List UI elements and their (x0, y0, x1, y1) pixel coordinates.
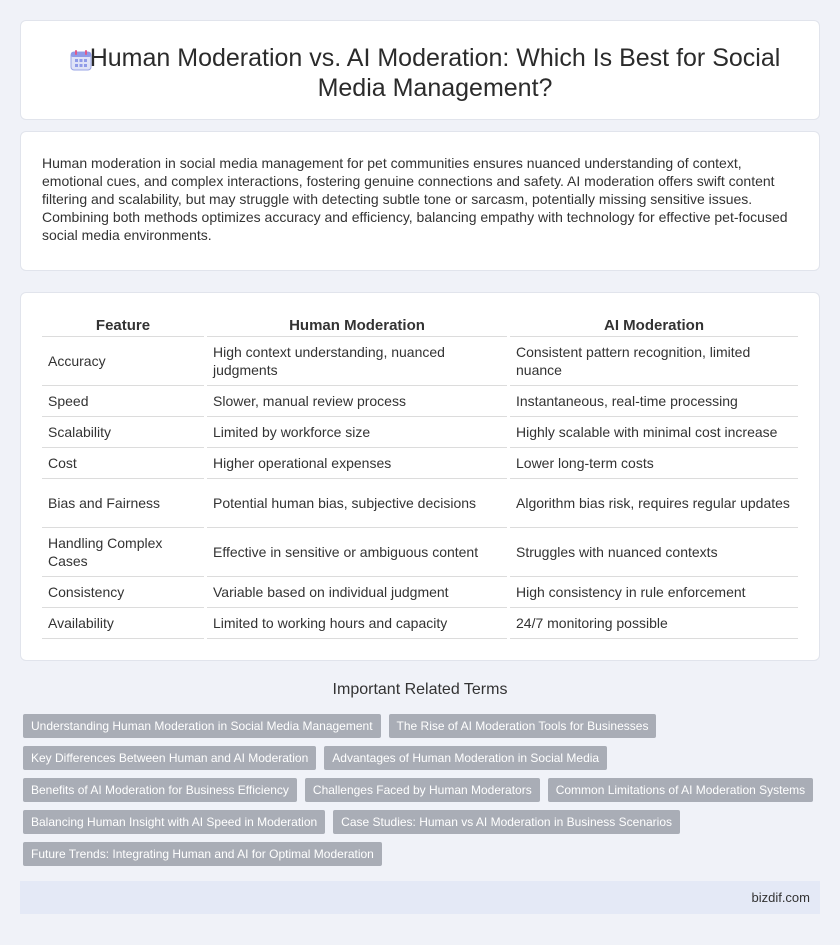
page-title: Human Moderation vs. AI Moderation: Which Is Best for Social Media Management? (89, 44, 781, 102)
feature-cell: Speed (42, 386, 204, 417)
ai-cell: Lower long-term costs (510, 448, 798, 479)
related-term-link[interactable]: Future Trends: Integrating Human and AI for Optimal Moderation (23, 842, 382, 866)
comparison-card (20, 292, 820, 661)
human-cell: Variable based on individual judgment (207, 577, 507, 608)
related-term-link[interactable]: Balancing Human Insight with AI Speed in Moderation (23, 810, 325, 834)
ai-cell: 24/7 monitoring possible (510, 608, 798, 639)
summary-text: Human moderation in social media management for pet communities ensures nuanced understanding of context, emotional cues, and complex interactions, fostering genuine connections and safety. AI moderation offers swift content filtering and scalability, but may struggle with detecting subtle tone or sarcasm, potentially missing sensitive issues. Combining both methods optimizes accuracy and efficiency, balancing empathy with technology for effective pet-focused social media environments. (42, 155, 788, 243)
table-row (42, 479, 798, 528)
ai-cell: Highly scalable with minimal cost increase (510, 417, 798, 448)
footer-site-link[interactable]: bizdif.com (751, 890, 810, 905)
related-term-link[interactable]: Key Differences Between Human and AI Moderation (23, 746, 316, 770)
related-term-link[interactable]: The Rise of AI Moderation Tools for Businesses (389, 714, 657, 738)
header-feature: Feature (42, 315, 204, 337)
ai-cell: Instantaneous, real-time processing (510, 386, 798, 417)
feature-cell: Cost (42, 448, 204, 479)
feature-cell: Scalability (42, 417, 204, 448)
related-terms-list (23, 714, 823, 874)
ai-cell: Consistent pattern recognition, limited nuance (510, 337, 798, 386)
related-term-link[interactable]: Challenges Faced by Human Moderators (305, 778, 540, 802)
human-cell: Potential human bias, subjective decisions (207, 479, 507, 528)
footer (20, 881, 820, 914)
human-cell: Effective in sensitive or ambiguous content (207, 528, 507, 577)
related-term-link[interactable]: Understanding Human Moderation in Social Media Management (23, 714, 381, 738)
ai-cell: High consistency in rule enforcement (510, 577, 798, 608)
feature-cell: Bias and Fairness (42, 479, 204, 528)
feature-cell: Consistency (42, 577, 204, 608)
table-row (42, 337, 798, 386)
header-human-moderation: Human Moderation (207, 315, 507, 337)
related-term-link[interactable]: Benefits of AI Moderation for Business Efficiency (23, 778, 297, 802)
feature-cell: Accuracy (42, 337, 204, 386)
table-row (42, 448, 798, 479)
table-header-row (42, 315, 798, 337)
header-card (20, 20, 820, 120)
human-cell: High context understanding, nuanced judgments (207, 337, 507, 386)
table-row (42, 577, 798, 608)
related-term-link[interactable]: Case Studies: Human vs AI Moderation in Business Scenarios (333, 810, 680, 834)
feature-cell: Handling Complex Cases (42, 528, 204, 577)
ai-cell: Algorithm bias risk, requires regular updates (510, 479, 798, 528)
human-cell: Slower, manual review process (207, 386, 507, 417)
summary-card (20, 131, 820, 271)
human-cell: Limited by workforce size (207, 417, 507, 448)
header-ai-moderation: AI Moderation (510, 315, 798, 337)
table-row (42, 386, 798, 417)
feature-cell: Availability (42, 608, 204, 639)
ai-cell: Struggles with nuanced contexts (510, 528, 798, 577)
table-row (42, 528, 798, 577)
human-cell: Limited to working hours and capacity (207, 608, 507, 639)
table-row (42, 608, 798, 639)
table-row (42, 417, 798, 448)
related-terms-heading: Important Related Terms (332, 681, 508, 698)
comparison-table (42, 315, 798, 639)
related-term-link[interactable]: Advantages of Human Moderation in Social Media (324, 746, 607, 770)
related-term-link[interactable]: Common Limitations of AI Moderation Systems (548, 778, 813, 802)
human-cell: Higher operational expenses (207, 448, 507, 479)
